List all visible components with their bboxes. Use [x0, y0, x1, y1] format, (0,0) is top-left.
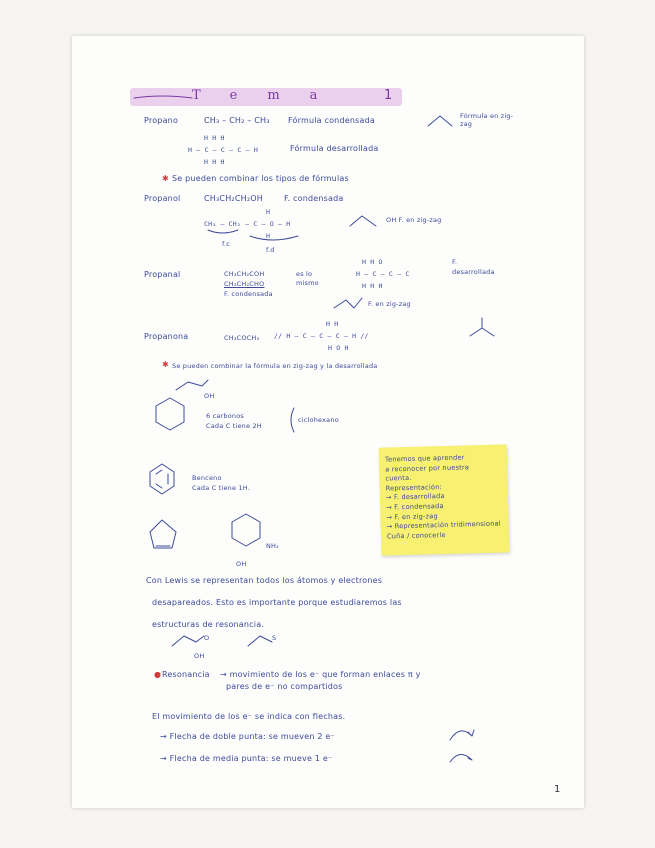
resonancia-term: Resonancia: [162, 670, 210, 679]
propanol-brace-fd: [250, 236, 298, 240]
resonancia-line-1: → movimiento de los e⁻ que forman enlaces π y: [220, 670, 421, 679]
ciclopenteno-ring: [150, 520, 176, 548]
propanona-condensed: CH₃COCH₃: [224, 334, 260, 342]
drawings: [72, 36, 584, 808]
propanol-zigzag: [350, 216, 376, 226]
lewis-line-3: estructuras de resonancia.: [152, 620, 265, 629]
combined-zigzag: [176, 380, 208, 390]
oh-label: OH: [204, 392, 215, 400]
propanal-dev-label: desarrollada: [452, 268, 495, 276]
propanal-alt: CH₃CH₂CHO: [224, 280, 265, 288]
half-arrow-icon: [450, 754, 472, 762]
propanol-fc: f.c: [222, 240, 231, 248]
propano-zigzag: [428, 116, 452, 126]
propano-zigzag-label: Fórmula en zig-zag: [460, 112, 514, 128]
propanol-mixed-bot: H: [266, 232, 271, 240]
sticky-item: → F. en zig-zag: [386, 511, 438, 522]
propanal-condensed: CH₃CH₂COH: [224, 270, 265, 278]
propanal-dev-top: H H O: [362, 258, 383, 266]
propano-dev-mid: H – C – C – C – H: [188, 146, 258, 154]
propano-dev-bot: H H H: [204, 158, 225, 166]
benceno-ring: [150, 464, 174, 494]
flecha-doble: → Flecha de doble punta: se mueven 2 e⁻: [160, 732, 335, 741]
sticky-intro-4: Representación:: [385, 482, 443, 493]
lewis-line-2: desapareados. Esto es importante porque estudiaremos las: [152, 598, 402, 607]
lewis-zigzag-2: [248, 636, 272, 646]
propano-condensed-label: Fórmula condensada: [288, 116, 375, 125]
propanol-mixed-top: H: [266, 208, 271, 216]
flechas-intro: El movimiento de los e⁻ se indica con flechas.: [152, 712, 346, 721]
asterisk-icon: ✱: [162, 360, 169, 369]
propano-dev-label: Fórmula desarrollada: [290, 144, 379, 153]
propanol-label: Propanol: [144, 194, 181, 203]
note-combine-zigzag: Se pueden combinar la fórmula en zig-zag y la desarrollada: [172, 362, 378, 370]
propanona-dev-mid: // H – C – C – C – H //: [274, 332, 369, 340]
propanol-mixed: CH₃ – CH₂ – C – O – H: [204, 220, 291, 228]
propanal-zigzag: [334, 298, 362, 308]
ciclohexano-each: Cada C tiene 2H: [206, 422, 262, 430]
benceno-each: Cada C tiene 1H.: [192, 484, 251, 492]
propanona-dev-top: H H: [326, 320, 339, 328]
propanal-alt-label: F. condensada: [224, 290, 273, 298]
lewis-oh-label: OH: [194, 652, 205, 660]
sticky-intro-3: cuenta.: [385, 474, 412, 483]
propano-dev-top: H H H: [204, 134, 225, 142]
propanona-label: Propanona: [144, 332, 189, 341]
sticky-item: → F. desarrollada: [385, 492, 445, 502]
oh-ring-label: OH: [236, 560, 247, 568]
resonancia-line-2: pares de e⁻ no compartidos: [226, 682, 343, 691]
notebook-page: [72, 36, 584, 808]
propanona-skeletal: [470, 318, 494, 336]
propano-label: Propano: [144, 116, 179, 125]
lewis-zigzag-1: [172, 636, 204, 646]
sticky-item: → Representación tridimensional: [386, 519, 501, 531]
page-number: 1: [554, 784, 561, 795]
nh2-label: NH₂: [266, 542, 279, 550]
ciclohexano-brace: [291, 408, 294, 432]
propanol-zigzag-label: OH F. en zig-zag: [386, 216, 442, 224]
propanal-dev-f: F.: [452, 258, 458, 266]
propano-condensed: CH₃ – CH₂ – CH₃: [204, 116, 270, 125]
bullet-icon: ●: [154, 670, 162, 679]
propanal-label: Propanal: [144, 270, 181, 279]
ciclohexano-ring: [156, 398, 184, 430]
propanal-dev-bot: H H H: [362, 282, 383, 290]
propanal-dev-mid: H – C – C – C: [356, 270, 410, 278]
flecha-media: → Flecha de media punta: se mueve 1 e⁻: [160, 754, 333, 763]
lewis-o-label: O: [204, 634, 210, 642]
propanol-brace-fc: [208, 230, 238, 233]
propanol-condensed-label: F. condensada: [284, 194, 344, 203]
ciclohexano-carbons: 6 carbonos: [206, 412, 245, 420]
ciclohexano-name: ciclohexano: [298, 416, 339, 424]
propanal-equal: es lo mismo: [296, 270, 319, 287]
propanol-fd: f.d: [266, 246, 275, 254]
asterisk-icon: ✱: [162, 174, 169, 183]
title-underline: [134, 96, 192, 98]
lewis-s-label: S: [272, 634, 277, 642]
lewis-line-1: Con Lewis se representan todos los átomos y electrones: [146, 576, 383, 585]
sticky-item: Cuña / conocerle: [386, 530, 446, 541]
propanal-zigzag-label: F. en zig-zag: [368, 300, 411, 308]
benceno-name: Benceno: [192, 474, 222, 482]
propanona-dev-bot: H O H: [328, 344, 349, 352]
ciclohexano-sustituido-ring: [232, 514, 260, 546]
double-arrow-icon: [450, 730, 474, 740]
title-number: 1: [384, 88, 393, 103]
sticky-intro-2: a reconocer por nuestra: [385, 462, 470, 474]
note-combine-types: Se pueden combinar los tipos de fórmulas: [172, 174, 349, 183]
sticky-intro-1: Tenemos que aprender: [384, 453, 465, 464]
page-title: Tema: [192, 88, 348, 103]
sticky-item: → F. condensada: [386, 501, 444, 512]
propanol-condensed: CH₃CH₂CH₂OH: [204, 194, 263, 203]
